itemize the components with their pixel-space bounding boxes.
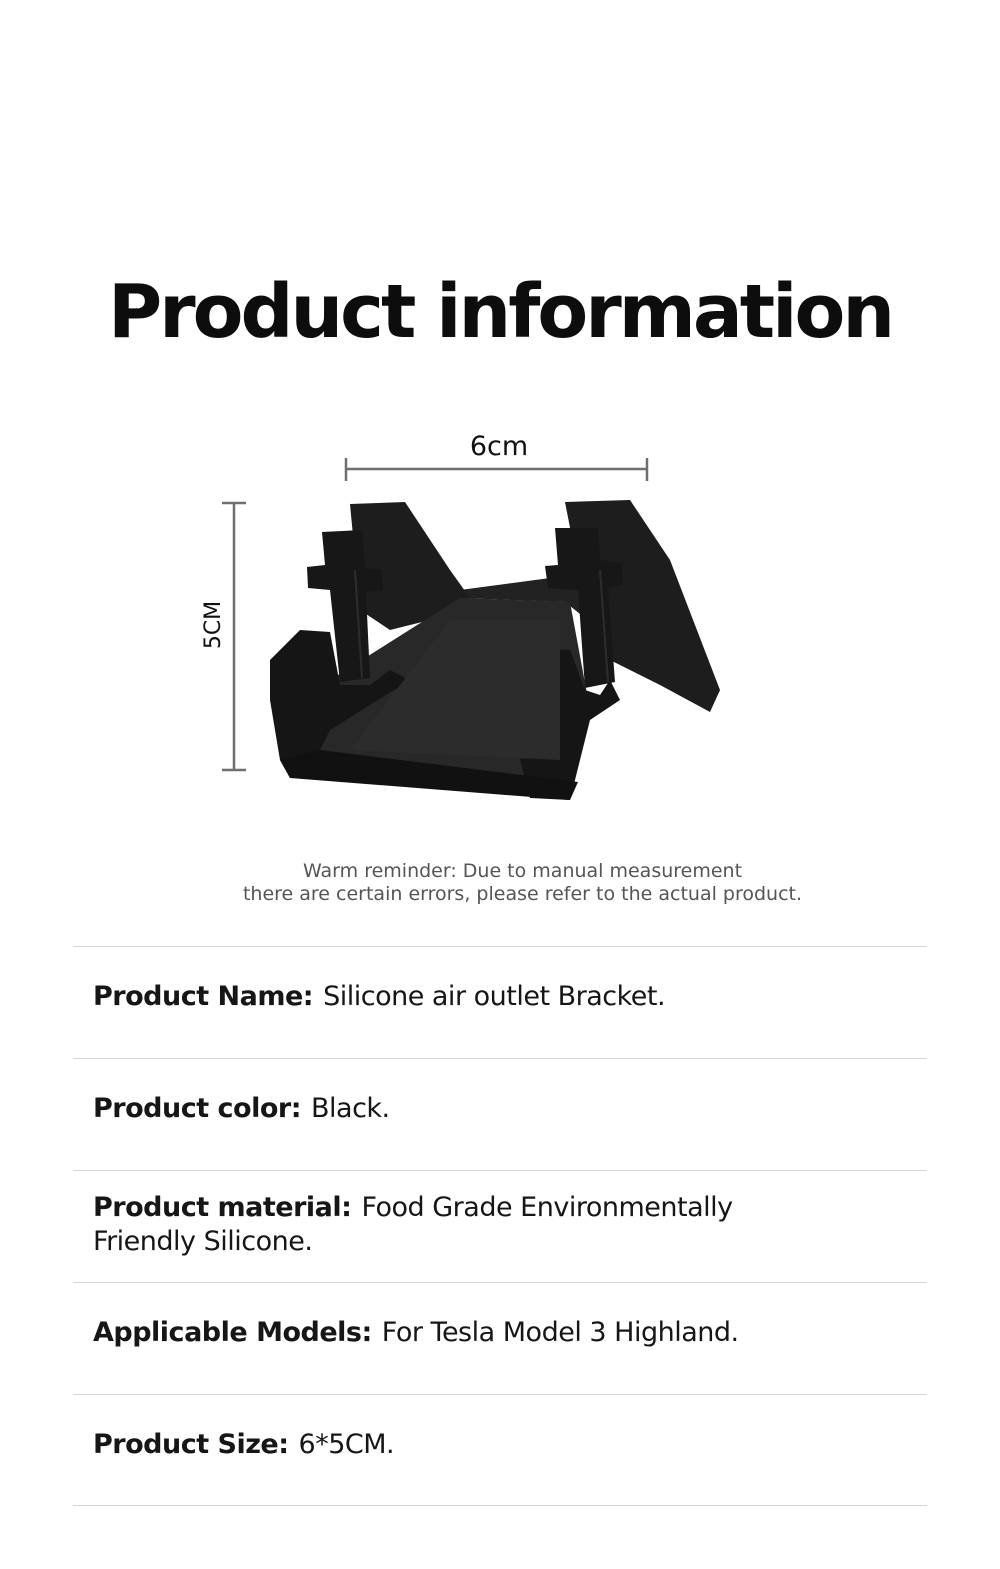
reminder-line-2: there are certain errors, please refer to the actual product. bbox=[242, 883, 803, 905]
warm-reminder bbox=[0, 860, 1000, 906]
spec-label: Product Name: bbox=[93, 981, 314, 1012]
spec-label: Product material: bbox=[93, 1192, 352, 1223]
spec-label: Product Size: bbox=[93, 1429, 289, 1460]
spec-label: Applicable Models: bbox=[93, 1317, 372, 1348]
spec-row-models bbox=[73, 1282, 927, 1394]
spec-row-material bbox=[73, 1170, 927, 1282]
spec-label: Product color: bbox=[93, 1093, 301, 1124]
height-dimension bbox=[201, 503, 246, 770]
spec-row-name bbox=[73, 946, 927, 1058]
spec-value: 6*5CM. bbox=[298, 1429, 395, 1460]
page-title: Product information bbox=[107, 268, 893, 355]
spec-value: Black. bbox=[311, 1093, 390, 1124]
spec-value: Food Grade Environmentally Friendly Silicone. bbox=[93, 1192, 733, 1257]
product-figure bbox=[190, 420, 750, 820]
reminder-line-1: Warm reminder: Due to manual measurement bbox=[302, 860, 743, 882]
width-dimension bbox=[346, 431, 647, 481]
spec-row-color bbox=[73, 1058, 927, 1170]
silicone-bracket-product-image bbox=[270, 500, 720, 800]
width-label: 6cm bbox=[469, 431, 529, 462]
spec-value: Silicone air outlet Bracket. bbox=[323, 981, 666, 1012]
spec-row-size bbox=[73, 1394, 927, 1506]
spec-value: For Tesla Model 3 Highland. bbox=[381, 1317, 739, 1348]
spec-table bbox=[73, 946, 927, 1506]
height-label: 5CM bbox=[201, 600, 226, 650]
